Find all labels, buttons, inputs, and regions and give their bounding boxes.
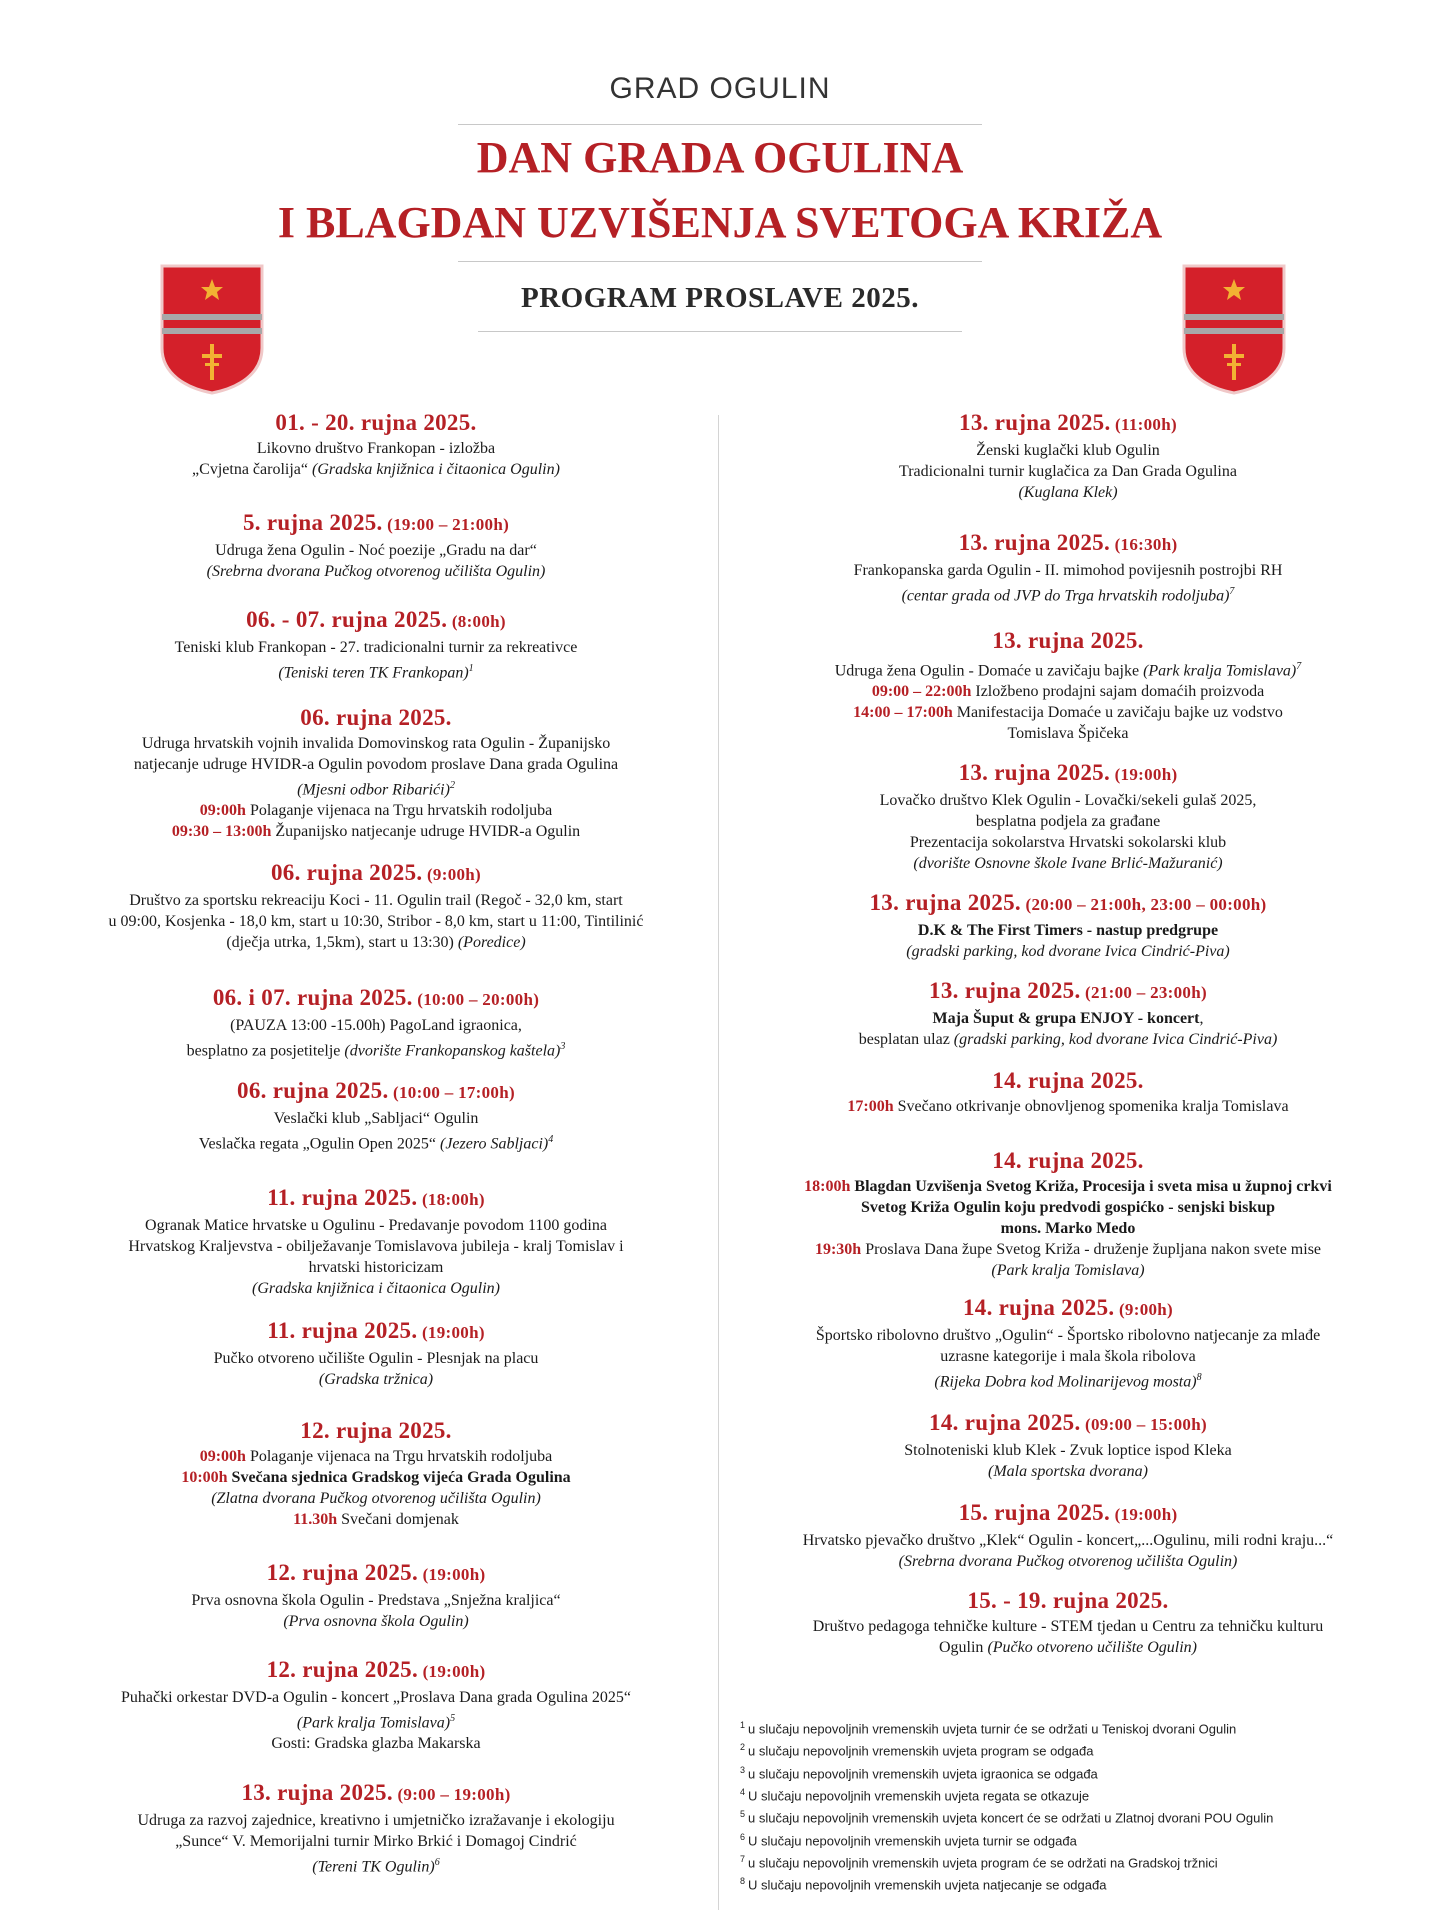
event-line: [36, 1488, 716, 1509]
event-text: Hrvatsko pjevačko društvo „Klek“ Ogulin - koncert„...Ogulinu, mili rodni kraju...“: [802, 1532, 1334, 1549]
event-time: (21:00 – 23:00h): [1080, 983, 1207, 1002]
event-block: [36, 408, 716, 480]
event-text: Teniski klub Frankopan - 27. tradicionalni turnir za rekreativce: [174, 639, 578, 656]
page-title-line2: I BLAGDAN UZVIŠENJA SVETOGA KRIŽA: [277, 198, 1163, 247]
event-text: Županijsko natjecanje udruge HVIDR-a Ogulin: [275, 823, 581, 841]
event-line: [728, 1325, 1408, 1346]
event-block: [728, 408, 1408, 503]
event-line: [728, 656, 1408, 681]
event-text: „Sunce“ V. Memorijalni turnir Mirko Brkić i Domagoj Cindrić: [175, 1833, 577, 1850]
event-block: [36, 1655, 716, 1754]
event-line: [36, 911, 716, 932]
event-date-text: 11. rujna 2025.: [267, 1318, 418, 1343]
event-line: [728, 1176, 1408, 1197]
event-block: [728, 1146, 1408, 1281]
event-line: [36, 1108, 716, 1129]
event-line: [728, 1367, 1408, 1392]
event-text: (Srebrna dvorana Pučkog otvorenog učilišta Ogulin): [898, 1553, 1238, 1570]
event-line: [728, 1461, 1408, 1482]
event-text: Proslava Dana župe Svetog Križa - druženje župljana nakon svete mise: [865, 1241, 1322, 1258]
event-text: (Jezero Sabljaci): [439, 1135, 549, 1153]
event-date: [36, 1316, 716, 1348]
event-time-label: 09:30 – 13:00h: [171, 823, 276, 841]
event-time-label: 09:00h: [199, 802, 250, 820]
event-text: (gradski parking, kod dvorane Ivica Cindrić-Piva): [953, 1031, 1278, 1048]
event-line: [728, 1346, 1408, 1367]
event-line: [728, 560, 1408, 581]
event-text: (Mala sportska dvorana): [988, 1463, 1148, 1480]
event-date-text: 06. i 07. rujna 2025.: [212, 985, 413, 1010]
event-date-text: 13. rujna 2025.: [958, 760, 1111, 785]
event-date-text: 13. rujna 2025.: [241, 1780, 393, 1805]
event-text: (Srebrna dvorana Pučkog otvorenog učilišta Ogulin): [206, 563, 546, 580]
event-line: [36, 1215, 716, 1236]
event-text: (Gradska knjižnica i čitaonica Ogulin): [311, 461, 560, 478]
event-line: [728, 1616, 1408, 1637]
event-text: Društvo pedagoga tehničke kulture - STEM tjedan u Centru za tehničku kulturu: [812, 1618, 1324, 1635]
event-time-label: 19:30h: [814, 1241, 866, 1258]
footnote-marker: 3: [560, 1041, 566, 1052]
footnote-marker: 8: [1196, 1372, 1202, 1383]
event-text: Blagdan Uzvišenja Svetog Križa, Procesija i sveta misa u župnoj crkvi: [854, 1178, 1332, 1195]
event-line: [36, 1446, 716, 1467]
program-title: PROGRAM PROSLAVE 2025.: [521, 282, 919, 314]
event-line: [36, 1509, 716, 1530]
program-divider: [478, 331, 962, 332]
event-time-label: 10:00h: [181, 1469, 232, 1486]
event-block: [728, 888, 1408, 962]
footnote-marker: 4: [548, 1134, 554, 1145]
event-time: (9:00h): [1114, 1300, 1174, 1319]
footnote-number: 3: [740, 1764, 746, 1775]
event-text: (dječja utrka, 1,5km), start u 13:30): [226, 934, 458, 951]
footnote-marker: 2: [449, 780, 455, 791]
event-text: Lovačko društvo Klek Ogulin - Lovački/sekeli gulaš 2025,: [879, 792, 1257, 809]
event-text: Svečani domjenak: [341, 1511, 459, 1528]
event-time: (10:00 – 20:00h): [412, 990, 540, 1009]
event-block: [728, 1498, 1408, 1572]
event-text: „Cvjetna čarolija“: [192, 461, 312, 478]
footnote-item: [740, 1828, 1340, 1850]
event-date: [36, 508, 716, 540]
event-line: [36, 1852, 716, 1877]
event-date: [36, 1778, 716, 1810]
event-date: [728, 1146, 1408, 1176]
city-name: GRAD OGULIN: [609, 72, 831, 105]
event-block: [36, 1183, 716, 1299]
event-date: [36, 1416, 716, 1446]
event-text: Udruga žena Ogulin - Noć poezije „Gradu na dar“: [215, 542, 537, 559]
event-date: [36, 703, 716, 733]
event-date-text: 11. rujna 2025.: [267, 1185, 418, 1210]
event-date: [36, 605, 716, 637]
event-time: (16:30h): [1110, 535, 1178, 554]
event-text: Veslački klub „Sabljaci“ Ogulin: [273, 1110, 479, 1127]
event-date: [36, 858, 716, 890]
event-text: (Zlatna dvorana Pučkog otvorenog učilišta Ogulin): [211, 1490, 541, 1507]
footnotes: [740, 1716, 1340, 1895]
event-line: [36, 540, 716, 561]
event-text: Polaganje vijenaca na Trgu hrvatskih rodoljuba: [249, 802, 553, 820]
event-line: [728, 1239, 1408, 1260]
event-date: [728, 758, 1408, 790]
footnote-number: 6: [740, 1831, 746, 1842]
event-time: (19:00h): [417, 1323, 485, 1342]
event-text: Maja Šuput & grupa ENJOY - koncert: [932, 1010, 1200, 1027]
event-date-text: 12. rujna 2025.: [266, 1560, 419, 1585]
event-date: [728, 1408, 1408, 1440]
event-text: Svečana sjednica Gradskog vijeća Grada Ogulina: [231, 1469, 571, 1486]
event-line: [36, 1733, 716, 1754]
event-text: (Park kralja Tomislava): [991, 1262, 1145, 1279]
event-line: [728, 440, 1408, 461]
event-line: [728, 681, 1408, 702]
event-block: [36, 1416, 716, 1530]
event-text: Manifestacija Domaće u zavičaju bajke uz vodstvo: [956, 704, 1283, 722]
event-text: mons. Marko Medo: [1000, 1220, 1136, 1237]
event-text: (Pučko otvoreno učilište Ogulin): [987, 1639, 1198, 1656]
footnote-item: [740, 1872, 1340, 1894]
event-date-text: 06. rujna 2025.: [300, 705, 452, 730]
event-date: [728, 1066, 1408, 1096]
event-date: [36, 408, 716, 438]
event-text: (Teniski teren TK Frankopan): [278, 664, 469, 682]
event-time: (10:00 – 17:00h): [388, 1083, 515, 1102]
event-date-text: 06. - 07. rujna 2025.: [246, 607, 448, 632]
event-line: [728, 461, 1408, 482]
footnote-number: 4: [740, 1786, 746, 1797]
footnote-text: U slučaju nepovoljnih vremenskih uvjeta natjecanje se odgađa: [748, 1877, 1107, 1893]
event-block: [36, 1076, 716, 1154]
event-text: hrvatski historicizam: [308, 1259, 444, 1276]
event-block: [36, 1316, 716, 1390]
footnote-text: u slučaju nepovoljnih vremenskih uvjeta program se odgađa: [748, 1743, 1094, 1759]
event-date-text: 13. rujna 2025.: [992, 628, 1144, 653]
event-text: Športsko ribolovno društvo „Ogulin“ - Športsko ribolovno natjecanje za mlađe: [815, 1327, 1321, 1344]
event-date-text: 01. - 20. rujna 2025.: [275, 410, 477, 435]
event-block: [728, 976, 1408, 1050]
event-line: [36, 1129, 716, 1154]
footnote-text: u slučaju nepovoljnih vremenskih uvjeta igraonica se odgađa: [748, 1765, 1098, 1781]
event-line: [728, 1551, 1408, 1572]
event-date-text: 5. rujna 2025.: [242, 510, 383, 535]
event-line: [728, 1260, 1408, 1281]
event-line: [36, 1831, 716, 1852]
event-text: Izložbeno prodajni sajam domaćih proizvoda: [975, 683, 1265, 701]
event-time-label: 11.30h: [293, 1511, 342, 1528]
page-title-line1: DAN GRADA OGULINA: [476, 133, 964, 182]
event-time: (19:00h): [418, 1565, 486, 1584]
event-line: [36, 733, 716, 754]
footnote-marker: 5: [450, 1713, 456, 1724]
footnote-marker: 7: [1296, 661, 1302, 672]
footnote-text: U slučaju nepovoljnih vremenskih uvjeta turnir se odgađa: [748, 1832, 1077, 1848]
event-date-text: 12. rujna 2025.: [300, 1418, 452, 1443]
event-date-text: 14. rujna 2025.: [929, 1410, 1081, 1435]
event-text: uzrasne kategorije i mala škola ribolova: [940, 1348, 1196, 1365]
event-line: [36, 1015, 716, 1036]
event-date: [728, 976, 1408, 1008]
event-text: u 09:00, Kosjenka - 18,0 km, start u 10:30, Stribor - 8,0 km, start u 11:00, Tintilinić: [108, 913, 644, 930]
event-block: [728, 1408, 1408, 1482]
event-line: [728, 1029, 1408, 1050]
event-line: [36, 637, 716, 658]
footnote-item: [740, 1783, 1340, 1805]
event-text: (dvorište Frankopanskog kaštela): [344, 1042, 561, 1060]
event-text: (Mjesni odbor Ribarići): [297, 781, 450, 799]
event-line: [36, 1467, 716, 1488]
event-time: (11:00h): [1110, 415, 1177, 434]
event-line: [728, 1096, 1408, 1117]
event-date: [36, 1183, 716, 1215]
event-text: Hrvatskog Kraljevstva - obilježavanje Tomislavova jubileja - kralj Tomislav i: [128, 1238, 624, 1255]
event-line: [36, 1278, 716, 1299]
event-line: [36, 890, 716, 911]
event-date-text: 14. rujna 2025.: [992, 1068, 1144, 1093]
event-text: Frankopanska garda Ogulin - II. mimohod povijesnih postrojbi RH: [853, 562, 1283, 579]
event-block: [36, 983, 716, 1061]
event-date-text: 12. rujna 2025.: [266, 1657, 419, 1682]
event-text: Tomislava Špičeka: [1007, 725, 1129, 743]
event-text: Likovno društvo Frankopan - izložba: [256, 440, 496, 457]
event-date: [36, 1558, 716, 1590]
event-time: (19:00h): [418, 1662, 486, 1681]
title-divider: [458, 261, 982, 262]
event-block: [36, 858, 716, 953]
footnote-item: [740, 1738, 1340, 1760]
event-block: [728, 528, 1408, 606]
event-date: [728, 528, 1408, 560]
event-text: (Park kralja Tomislava): [1143, 662, 1297, 680]
footnote-text: u slučaju nepovoljnih vremenskih uvjeta program će se održati na Gradskoj tržnici: [748, 1855, 1218, 1871]
event-line: [36, 775, 716, 800]
event-time: (8:00h): [447, 612, 506, 631]
event-time-label: 14:00 – 17:00h: [853, 704, 957, 722]
event-text: Svetog Križa Ogulin koju predvodi gospićko - senjski biskup: [860, 1199, 1276, 1216]
event-line: [728, 832, 1408, 853]
event-date: [728, 1586, 1408, 1616]
footnote-number: 1: [740, 1720, 746, 1730]
event-text: Udruga žena Ogulin - Domaće u zavičaju bajke: [834, 662, 1144, 680]
event-text: (Tereni TK Ogulin): [312, 1858, 435, 1876]
event-date-text: 15. - 19. rujna 2025.: [967, 1588, 1169, 1613]
event-date-text: 13. rujna 2025.: [929, 978, 1081, 1003]
coat-of-arms-right-icon: [1180, 262, 1288, 396]
event-date-text: 13. rujna 2025.: [869, 890, 1021, 915]
event-date: [728, 1498, 1408, 1530]
event-time: (19:00h): [1110, 1505, 1178, 1524]
event-date-text: 14. rujna 2025.: [992, 1148, 1144, 1173]
event-line: [36, 821, 716, 842]
event-time: (18:00h): [417, 1190, 485, 1209]
coat-of-arms-left-icon: [158, 262, 266, 396]
event-date: [728, 1293, 1408, 1325]
event-line: [728, 1197, 1408, 1218]
event-line: [728, 853, 1408, 874]
event-time-label: 09:00 – 22:00h: [871, 683, 976, 701]
event-line: [36, 438, 716, 459]
event-line: [728, 941, 1408, 962]
event-line: [36, 1708, 716, 1733]
event-time-label: 18:00h: [804, 1178, 855, 1195]
event-text: besplatan ulaz: [858, 1031, 954, 1048]
event-line: [36, 561, 716, 582]
footnote-item: [740, 1761, 1340, 1783]
event-time: (09:00 – 15:00h): [1080, 1415, 1207, 1434]
event-date: [36, 983, 716, 1015]
event-text: (gradski parking, kod dvorane Ivica Cindrić-Piva): [906, 943, 1230, 960]
header-divider: [458, 124, 982, 125]
event-line: [36, 932, 716, 953]
event-text: (Park kralja Tomislava): [296, 1714, 451, 1732]
event-text: Polaganje vijenaca na Trgu hrvatskih rodoljuba: [249, 1448, 553, 1465]
event-text: Prezentacija sokolarstva Hrvatski sokolarski klub: [909, 834, 1227, 851]
event-text: (Rijeka Dobra kod Molinarijevog mosta): [934, 1373, 1197, 1391]
footnote-marker: 7: [1229, 586, 1235, 597]
event-line: [36, 1348, 716, 1369]
event-text: Udruga hrvatskih vojnih invalida Domovinskog rata Ogulin - Županijsko: [141, 735, 611, 752]
event-line: [728, 811, 1408, 832]
event-time-label: 09:00h: [199, 1448, 250, 1465]
event-line: [36, 800, 716, 821]
event-time: (20:00 – 21:00h, 23:00 – 00:00h): [1020, 895, 1267, 914]
event-text: Stolnoteniski klub Klek - Zvuk loptice ispod Kleka: [904, 1442, 1232, 1459]
event-line: [728, 1440, 1408, 1461]
event-text: Udruga za razvoj zajednice, kreativno i umjetničko izražavanje i ekologiju: [137, 1812, 615, 1829]
event-text: besplatna podjela za građane: [975, 813, 1161, 830]
event-text: Ogulin: [938, 1639, 988, 1656]
event-text: Prva osnovna škola Ogulin - Predstava „Snježna kraljica“: [191, 1592, 561, 1609]
event-text: Tradicionalni turnir kuglačica za Dan Grada Ogulina: [899, 463, 1237, 480]
event-text: natjecanje udruge HVIDR-a Ogulin povodom proslave Dana grada Ogulina: [133, 756, 619, 773]
footnote-marker: 1: [468, 663, 474, 674]
event-time: (19:00 – 21:00h): [382, 515, 510, 534]
event-line: [36, 1236, 716, 1257]
event-block: [728, 626, 1408, 744]
event-line: [728, 581, 1408, 606]
event-text: (PAUZA 13:00 -15.00h) PagoLand igraonica,: [230, 1017, 522, 1034]
event-text: Svečano otkrivanje obnovljenog spomenika kralja Tomislava: [897, 1098, 1289, 1115]
event-date-text: 14. rujna 2025.: [962, 1295, 1115, 1320]
event-line: [728, 1530, 1408, 1551]
event-text: Pučko otvoreno učilište Ogulin - Plesnjak na placu: [213, 1350, 539, 1367]
event-text: (Gradska knjižnica i čitaonica Ogulin): [252, 1280, 500, 1297]
event-text: ,: [1199, 1010, 1204, 1027]
footnote-number: 2: [740, 1742, 746, 1753]
event-text: (Prva osnovna škola Ogulin): [283, 1613, 469, 1630]
footnote-number: 5: [740, 1809, 746, 1820]
event-line: [728, 920, 1408, 941]
footnote-number: 8: [740, 1876, 746, 1887]
event-date: [728, 626, 1408, 656]
event-time: (9:00h): [422, 865, 482, 884]
event-block: [36, 605, 716, 683]
event-text: (dvorište Osnovne škole Ivane Brlić-Mažuranić): [913, 855, 1223, 872]
event-line: [36, 1369, 716, 1390]
event-date-text: 13. rujna 2025.: [959, 410, 1111, 435]
event-block: [36, 1778, 716, 1877]
event-line: [36, 658, 716, 683]
event-block: [36, 508, 716, 582]
footnote-item: [740, 1850, 1340, 1872]
event-date-text: 06. rujna 2025.: [237, 1078, 389, 1103]
event-date-text: 13. rujna 2025.: [958, 530, 1111, 555]
event-text: Veslačka regata „Ogulin Open 2025“: [198, 1135, 440, 1153]
event-line: [36, 754, 716, 775]
event-line: [728, 1637, 1408, 1658]
event-text: Gosti: Gradska glazba Makarska: [271, 1735, 481, 1753]
footnote-marker: 6: [434, 1857, 440, 1868]
event-date-text: 06. rujna 2025.: [270, 860, 423, 885]
event-time: (9:00 – 19:00h): [392, 1785, 511, 1804]
footnote-text: u slučaju nepovoljnih vremenskih uvjeta koncert će se održati u Zlatnoj dvorani POU Ogulin: [748, 1810, 1274, 1826]
event-text: (centar grada od JVP do Trga hrvatskih rodoljuba): [901, 587, 1230, 605]
footnote-item: [740, 1716, 1340, 1738]
event-date-text: 15. rujna 2025.: [958, 1500, 1111, 1525]
event-date: [36, 1655, 716, 1687]
event-text: (Kuglana Klek): [1018, 484, 1118, 501]
event-line: [728, 1218, 1408, 1239]
event-line: [36, 1810, 716, 1831]
event-block: [728, 1066, 1408, 1117]
event-line: [728, 723, 1408, 744]
event-block: [728, 1586, 1408, 1658]
event-line: [36, 1687, 716, 1708]
footnote-item: [740, 1805, 1340, 1827]
event-text: Društvo za sportsku rekreaciju Koci - 11. Ogulin trail (Regoč - 32,0 km, start: [129, 892, 623, 909]
event-block: [728, 758, 1408, 874]
event-line: [36, 459, 716, 480]
footnote-text: U slučaju nepovoljnih vremenskih uvjeta regata se otkazuje: [748, 1788, 1090, 1804]
event-line: [728, 1008, 1408, 1029]
column-divider: [718, 415, 719, 1910]
event-text: Ogranak Matice hrvatske u Ogulinu - Predavanje povodom 1100 godina: [145, 1217, 607, 1234]
event-line: [728, 702, 1408, 723]
event-text: Ženski kuglački klub Ogulin: [976, 442, 1160, 459]
event-line: [728, 482, 1408, 503]
event-text: D.K & The First Timers - nastup predgrupe: [917, 922, 1219, 939]
event-block: [36, 703, 716, 842]
event-text: (Gradska tržnica): [318, 1371, 434, 1388]
event-line: [728, 790, 1408, 811]
footnote-number: 7: [740, 1853, 746, 1864]
event-line: [36, 1257, 716, 1278]
footnote-text: u slučaju nepovoljnih vremenskih uvjeta turnir će se održati u Teniskoj dvorani Ogulin: [748, 1721, 1237, 1737]
event-date: [728, 408, 1408, 440]
event-date: [728, 888, 1408, 920]
event-block: [36, 1558, 716, 1632]
event-text: Puhački orkestar DVD-a Ogulin - koncert „Proslava Dana grada Ogulina 2025“: [120, 1689, 632, 1706]
event-time-label: 17:00h: [847, 1098, 898, 1115]
event-text: (Poredice): [457, 934, 526, 951]
event-line: [36, 1611, 716, 1632]
event-date: [36, 1076, 716, 1108]
event-text: besplatno za posjetitelje: [186, 1042, 345, 1060]
event-block: [728, 1293, 1408, 1392]
event-time: (19:00h): [1110, 765, 1178, 784]
event-line: [36, 1036, 716, 1061]
event-line: [36, 1590, 716, 1611]
